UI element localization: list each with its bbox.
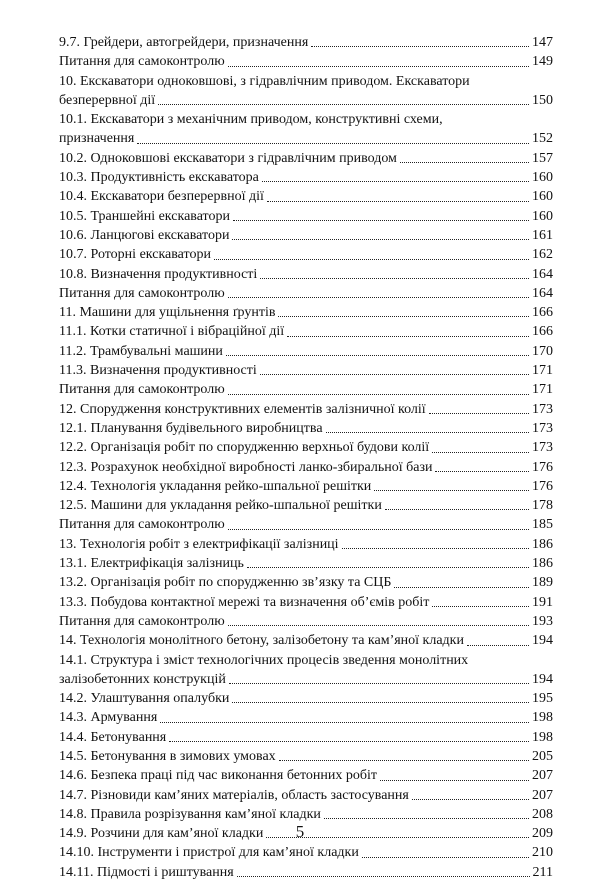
- toc-entry[interactable]: [59, 303, 553, 322]
- toc-entry-page-number: 164: [532, 285, 553, 301]
- dot-leader: [432, 452, 529, 453]
- toc-entry-title: 10.6. Ланцюгові екскаватори: [59, 227, 230, 243]
- toc-entry[interactable]: [59, 573, 553, 592]
- toc-entry[interactable]: [59, 708, 553, 727]
- toc-entry[interactable]: [59, 554, 553, 573]
- toc-entry-page-number: 160: [532, 189, 553, 205]
- toc-entry-title: 13. Технологія робіт з електрифікації залізниці: [59, 536, 339, 552]
- toc-entry-title: 14.5. Бетонування в зимових умовах: [59, 748, 276, 764]
- toc-entry[interactable]: [59, 863, 553, 882]
- dot-leader: [232, 239, 529, 240]
- dot-leader: [278, 316, 529, 317]
- toc-entry-page-number: 171: [532, 363, 553, 379]
- toc-entry-title: 14. Технологія монолітного бетону, залізобетону та кам’яної кладки: [59, 633, 464, 649]
- dot-leader: [267, 201, 529, 202]
- toc-entry-title: 10.5. Траншейні екскаватори: [59, 208, 230, 224]
- toc-entry-page-number: 191: [532, 594, 553, 610]
- toc-entry-page-number: 193: [532, 613, 553, 629]
- toc-entry-page-number: 173: [532, 440, 553, 456]
- toc-entry-page-number: 194: [532, 633, 553, 649]
- toc-entry-page-number: 170: [532, 343, 553, 359]
- toc-entry-title: Питання для самоконтролю: [59, 517, 225, 533]
- dot-leader: [237, 876, 530, 877]
- toc-entry-title: 11.1. Котки статичної і вібраційної дії: [59, 324, 285, 340]
- toc-entry-title-line: 10. Екскаватори одноковшові, з гідравлічним приводом. Екскаватори: [59, 73, 470, 89]
- dot-leader: [228, 66, 529, 67]
- dot-leader: [380, 780, 529, 781]
- toc-entry-page-number: 205: [532, 748, 553, 764]
- toc-entry-page-number: 207: [532, 787, 553, 803]
- dot-leader: [374, 490, 529, 491]
- page-number: 5: [295, 822, 305, 841]
- toc-entry-page-number: 207: [532, 768, 553, 784]
- toc-entry-title: 14.8. Правила розрізування кам’яної кладки: [59, 806, 321, 822]
- toc-entry[interactable]: [59, 322, 553, 341]
- toc-entry[interactable]: [59, 843, 553, 862]
- toc-entry-title: 14.4. Бетонування: [59, 729, 167, 745]
- toc-entry-page-number: 166: [532, 305, 553, 321]
- toc-entry[interactable]: [59, 458, 553, 477]
- toc-entry-page-number: 208: [532, 806, 553, 822]
- dot-leader: [412, 799, 529, 800]
- toc-entry-page-number: 173: [532, 420, 553, 436]
- toc-entry-title: 14.7. Різновиди кам’яних матеріалів, область застосування: [59, 787, 409, 803]
- toc-entry-title: 11.2. Трамбувальні машини: [59, 343, 223, 359]
- dot-leader: [137, 143, 529, 144]
- toc-entry-title: 12.4. Технологія укладання рейко-шпальної решітки: [59, 478, 372, 494]
- toc-entry-title-line: 14.1. Структура і зміст технологічних процесів зведення монолітних: [59, 652, 469, 668]
- toc-entry-title: Питання для самоконтролю: [59, 54, 225, 70]
- toc-entry-title: 13.3. Побудова контактної мережі та визначення об’ємів робіт: [59, 594, 430, 610]
- dot-leader: [394, 587, 529, 588]
- toc-entry-page-number: 195: [532, 691, 553, 707]
- toc-entry-page-number: 164: [532, 266, 553, 282]
- toc-entry-page-number: 152: [532, 131, 553, 147]
- dot-leader: [385, 509, 529, 510]
- toc-entry-title: 14.9. Розчини для кам’яної кладки: [59, 826, 264, 842]
- toc-entry[interactable]: [59, 52, 553, 71]
- toc-entry-title: 10.4. Екскаватори безперервної дії: [59, 189, 264, 205]
- toc-entry-page-number: 171: [532, 382, 553, 398]
- toc-entry-page-number: 160: [532, 170, 553, 186]
- toc-entry[interactable]: [59, 612, 553, 631]
- toc-entry-page-number: 173: [532, 401, 553, 417]
- dot-leader: [228, 394, 529, 395]
- toc-entry[interactable]: [59, 380, 553, 399]
- toc-entry-page-number: 211: [532, 864, 553, 880]
- toc-entry[interactable]: [59, 226, 553, 245]
- toc-entry[interactable]: [59, 728, 553, 747]
- dot-leader: [287, 336, 529, 337]
- toc-entry[interactable]: [59, 168, 553, 187]
- toc-entry-title: 10.2. Одноковшові екскаватори з гідравлічним приводом: [59, 150, 397, 166]
- toc-entry-title: 12.5. Машини для укладання рейко-шпальної решітки: [59, 498, 382, 514]
- toc-entry[interactable]: [59, 245, 553, 264]
- toc-entry-page-number: 189: [532, 575, 553, 591]
- toc-entry-title: 9.7. Грейдери, автогрейдери, призначення: [59, 35, 309, 50]
- dot-leader: [158, 104, 529, 105]
- toc-entry[interactable]: [59, 342, 553, 361]
- toc-entry-page-number: 162: [532, 247, 553, 263]
- toc-entry-page-number: 157: [532, 150, 553, 166]
- toc-entry-title: 12.3. Розрахунок необхідної виробності ланко-збиральної бази: [59, 459, 433, 475]
- dot-leader: [233, 220, 529, 221]
- toc-entry-page-number: 194: [532, 671, 553, 687]
- dot-leader: [362, 857, 529, 858]
- dot-leader: [342, 548, 529, 549]
- toc-entry-page-number: 198: [532, 729, 553, 745]
- toc-entry-title: 10.7. Роторні екскаватори: [59, 247, 211, 263]
- toc-entry-title: 11.3. Визначення продуктивності: [59, 363, 257, 379]
- dot-leader: [260, 278, 529, 279]
- toc-entry-title: 14.3. Армування: [59, 710, 158, 726]
- toc-entry-title: Питання для самоконтролю: [59, 382, 225, 398]
- dot-leader: [400, 162, 529, 163]
- toc-entry-title: 12.2. Організація робіт по спорудженню верхньої будови колії: [59, 440, 430, 456]
- toc-entry-title: 10.8. Визначення продуктивності: [59, 266, 258, 282]
- toc-entry-page-number: 186: [532, 536, 553, 552]
- toc-entry[interactable]: [59, 786, 553, 805]
- toc-entry[interactable]: [59, 284, 553, 303]
- toc-entry[interactable]: [59, 33, 553, 52]
- toc-entry[interactable]: [59, 149, 553, 168]
- dot-leader: [228, 529, 529, 530]
- toc-entry-page-number: 150: [532, 92, 553, 108]
- toc-entry-title: призначення: [59, 131, 135, 147]
- toc-entry-title: 14.2. Улаштування опалубки: [59, 691, 230, 707]
- dot-leader: [279, 760, 529, 761]
- toc-entry-title: безперервної дії: [59, 92, 156, 108]
- toc-entry[interactable]: [59, 766, 553, 785]
- dot-leader: [311, 46, 529, 47]
- toc-entry[interactable]: [59, 747, 553, 766]
- toc-entry-title: 11. Машини для ущільнення ґрунтів: [59, 305, 276, 321]
- dot-leader: [214, 259, 529, 260]
- dot-leader: [229, 683, 529, 684]
- toc-entry-page-number: 147: [532, 35, 553, 50]
- toc-entry[interactable]: [59, 689, 553, 708]
- dot-leader: [260, 374, 529, 375]
- toc-entry-title: Питання для самоконтролю: [59, 285, 225, 301]
- toc-entry-title: 14.11. Підмості і риштування: [59, 864, 234, 880]
- dot-leader: [247, 567, 529, 568]
- toc-entry-page-number: 166: [532, 324, 553, 340]
- dot-leader: [326, 432, 529, 433]
- toc-entry[interactable]: [59, 496, 553, 515]
- toc-entry-page-number: 185: [532, 517, 553, 533]
- toc-entry-page-number: 176: [532, 459, 553, 475]
- toc-entry[interactable]: [59, 593, 553, 612]
- toc-entry-page-number: 209: [532, 826, 553, 842]
- dot-leader: [429, 413, 529, 414]
- dot-leader: [432, 606, 529, 607]
- toc-entry-page-number: 198: [532, 710, 553, 726]
- dot-leader: [228, 297, 529, 298]
- toc-entry[interactable]: [59, 129, 553, 148]
- dot-leader: [467, 645, 529, 646]
- toc-entry[interactable]: [59, 91, 553, 110]
- toc-entry[interactable]: [59, 670, 553, 689]
- dot-leader: [169, 741, 529, 742]
- toc-entry-page-number: 210: [532, 845, 553, 861]
- toc-entry-page-number: 176: [532, 478, 553, 494]
- dot-leader: [324, 818, 529, 819]
- dot-leader: [228, 625, 529, 626]
- toc-entry[interactable]: [59, 207, 553, 226]
- dot-leader: [435, 471, 529, 472]
- toc-entry[interactable]: [59, 477, 553, 496]
- toc-entry-page-number: 160: [532, 208, 553, 224]
- toc-entry-page-number: 178: [532, 498, 553, 514]
- toc-entry[interactable]: [59, 419, 553, 438]
- toc-entry-title-line: 10.1. Екскаватори з механічним приводом, конструктивні схеми,: [59, 112, 443, 128]
- dot-leader: [262, 181, 529, 182]
- toc-entry-page-number: 161: [532, 227, 553, 243]
- toc-entry-title: 14.10. Інструменти і пристрої для кам’яної кладки: [59, 845, 359, 861]
- toc-entry-page-number: 186: [532, 556, 553, 572]
- toc-entry[interactable]: [59, 361, 553, 380]
- toc-entry-title: залізобетонних конструкцій: [59, 671, 226, 687]
- dot-leader: [232, 702, 529, 703]
- toc-entry[interactable]: [59, 187, 553, 206]
- dot-leader: [160, 722, 529, 723]
- toc-entry-title: 10.3. Продуктивність екскаватора: [59, 170, 259, 186]
- dot-leader: [226, 355, 529, 356]
- toc-entry-title: 14.6. Безпека праці під час виконання бетонних робіт: [59, 768, 378, 784]
- toc-entry-page-number: 149: [532, 54, 553, 70]
- toc-entry-title: 12.1. Планування будівельного виробництва: [59, 420, 323, 436]
- toc-entry[interactable]: [59, 400, 553, 419]
- table-of-contents: [59, 33, 553, 882]
- toc-entry-title: 12. Спорудження конструктивних елементів залізничної колії: [59, 401, 426, 417]
- toc-entry[interactable]: [59, 438, 553, 457]
- toc-entry[interactable]: [59, 265, 553, 284]
- toc-entry-title: 13.1. Електрифікація залізниць: [59, 556, 244, 572]
- toc-entry[interactable]: [59, 535, 553, 554]
- toc-entry-title: 13.2. Організація робіт по спорудженню зв’язку та СЦБ: [59, 575, 392, 591]
- toc-entry-title: Питання для самоконтролю: [59, 613, 225, 629]
- toc-entry[interactable]: [59, 515, 553, 534]
- toc-entry[interactable]: [59, 631, 553, 650]
